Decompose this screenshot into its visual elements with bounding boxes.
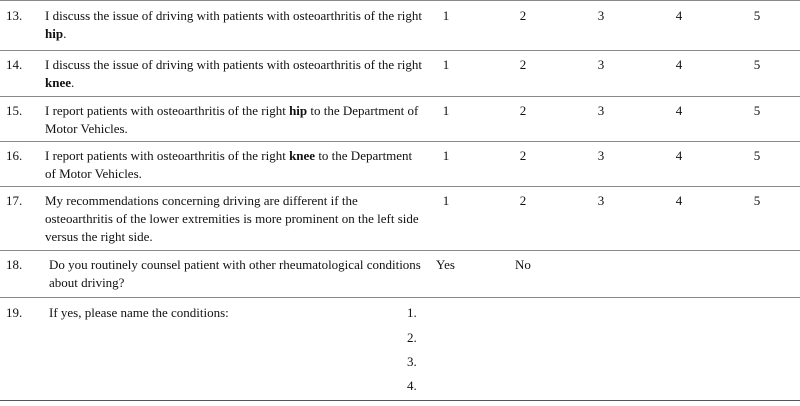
scale-option[interactable]: 2 (519, 193, 527, 208)
question-number: 17. (6, 193, 23, 208)
question-text: Do you routinely counsel patient with other rheumatological conditions about driving? (49, 257, 421, 290)
scale-option[interactable]: 2 (519, 148, 527, 163)
scale-option[interactable]: 5 (753, 193, 761, 208)
table-row (0, 1, 800, 51)
question-text: My recommendations concerning driving are different if the osteoarthritis of the lower extremities is more prominent on the left side versus the right side. (45, 193, 419, 244)
condition-item-4[interactable]: 4. (407, 378, 417, 393)
table-row (0, 51, 800, 97)
yes-option[interactable]: Yes (436, 257, 455, 272)
scale-option[interactable]: 3 (597, 8, 605, 23)
question-number: 16. (6, 148, 23, 163)
question-number: 13. (6, 8, 23, 23)
scale-option[interactable]: 2 (519, 8, 527, 23)
scale-option[interactable]: 1 (442, 57, 450, 72)
condition-item-3[interactable]: 3. (407, 354, 417, 369)
scale-option[interactable]: 3 (597, 57, 605, 72)
scale-option[interactable]: 3 (597, 193, 605, 208)
scale-option[interactable]: 3 (597, 148, 605, 163)
scale-option[interactable]: 5 (753, 8, 761, 23)
condition-item-2[interactable]: 2. (407, 330, 417, 345)
table-row (0, 251, 800, 298)
table-row (0, 298, 800, 401)
scale-option[interactable]: 5 (753, 103, 761, 118)
scale-option[interactable]: 4 (675, 103, 683, 118)
scale-option[interactable]: 5 (753, 148, 761, 163)
question-number: 19. (6, 305, 23, 320)
question-text: I report patients with osteoarthritis of the right knee to the Department of Motor Vehicles. (45, 148, 413, 181)
table-row (0, 97, 800, 142)
scale-option[interactable]: 5 (753, 57, 761, 72)
scale-option[interactable]: 2 (519, 57, 527, 72)
table-row (0, 142, 800, 187)
scale-option[interactable]: 4 (675, 8, 683, 23)
table-row (0, 187, 800, 251)
condition-item-1[interactable]: 1. (407, 305, 417, 320)
scale-option[interactable]: 1 (442, 148, 450, 163)
question-text: I discuss the issue of driving with patients with osteoarthritis of the right hip. (45, 8, 422, 41)
question-number: 18. (6, 257, 23, 272)
question-number: 15. (6, 103, 23, 118)
scale-option[interactable]: 1 (442, 8, 450, 23)
no-option[interactable]: No (515, 257, 531, 272)
scale-option[interactable]: 4 (675, 193, 683, 208)
question-number: 14. (6, 57, 23, 72)
question-text: I report patients with osteoarthritis of the right hip to the Department of Motor Vehicles. (45, 103, 419, 136)
scale-option[interactable]: 1 (442, 103, 450, 118)
scale-option[interactable]: 4 (675, 57, 683, 72)
scale-option[interactable]: 2 (519, 103, 527, 118)
scale-option[interactable]: 4 (675, 148, 683, 163)
question-text: I discuss the issue of driving with patients with osteoarthritis of the right knee. (45, 57, 422, 90)
scale-option[interactable]: 1 (442, 193, 450, 208)
question-text: If yes, please name the conditions: (49, 305, 229, 320)
scale-option[interactable]: 3 (597, 103, 605, 118)
